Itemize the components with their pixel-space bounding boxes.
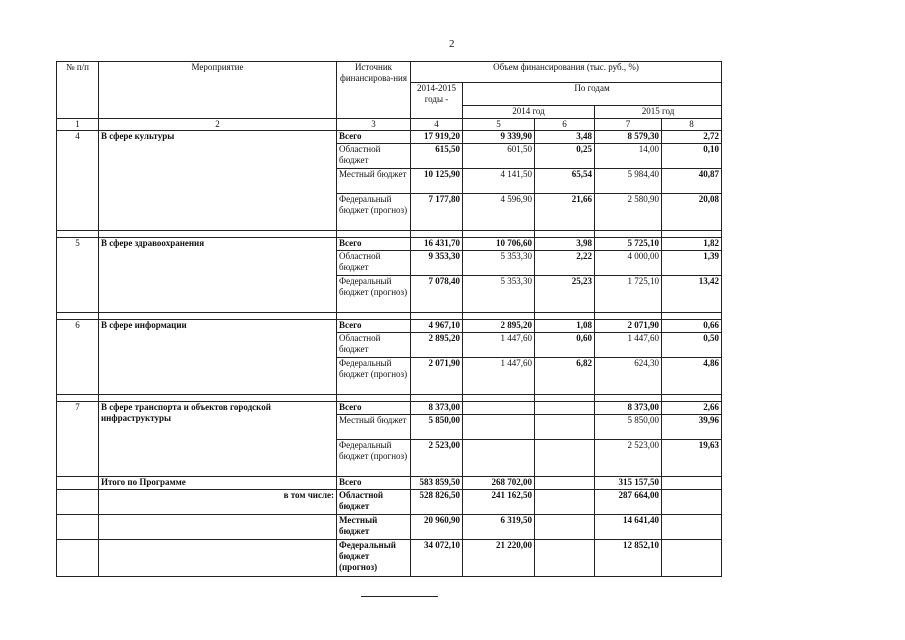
percent-2015-cell: [662, 540, 722, 577]
percent-2014-cell: 65,54: [535, 169, 595, 194]
financing-table: [56, 61, 722, 577]
totals-label-empty: [99, 515, 337, 540]
total-cell: 4 967,10: [411, 320, 463, 333]
total-cell: 583 859,50: [411, 477, 463, 490]
index-cell: 5: [463, 119, 535, 131]
percent-2015-cell: 0,66: [662, 320, 722, 333]
percent-2015-cell: 0,10: [662, 144, 722, 169]
table-row: [57, 131, 722, 144]
value-2014-cell: 601,50: [463, 144, 535, 169]
source-cell: Всего: [337, 477, 411, 490]
percent-2014-cell: [535, 477, 595, 490]
table-row: [57, 320, 722, 333]
percent-2015-cell: 2,66: [662, 402, 722, 415]
value-2014-cell: 268 702,00: [463, 477, 535, 490]
total-cell: 2 523,00: [411, 440, 463, 477]
percent-2015-cell: [662, 477, 722, 490]
value-2015-cell: 8 373,00: [595, 402, 662, 415]
header-row-1: [57, 62, 722, 83]
source-cell: Федеральный бюджет (прогноз): [337, 194, 411, 231]
index-cell: 2: [99, 119, 337, 131]
spacer-cell: [99, 395, 337, 402]
value-2014-cell: 6 319,50: [463, 515, 535, 540]
total-cell: 2 071,90: [411, 358, 463, 395]
source-cell: Всего: [337, 238, 411, 251]
percent-2015-cell: [662, 515, 722, 540]
value-2015-cell: 1 447,60: [595, 333, 662, 358]
source-cell: Местный бюджет: [337, 169, 411, 194]
row-event-title: В сфере транспорта и объектов городской инфраструктуры: [99, 402, 337, 477]
percent-2014-cell: [535, 515, 595, 540]
source-cell: Областной бюджет: [337, 490, 411, 515]
value-2015-cell: 4 000,00: [595, 251, 662, 276]
totals-row: [57, 515, 722, 540]
row-number: 6: [57, 320, 99, 395]
spacer-row: [57, 313, 722, 320]
percent-2014-cell: 3,48: [535, 131, 595, 144]
source-cell: Федеральный бюджет (прогноз): [337, 440, 411, 477]
source-cell: Всего: [337, 402, 411, 415]
percent-2014-cell: 2,22: [535, 251, 595, 276]
total-cell: 7 177,80: [411, 194, 463, 231]
spacer-cell: [411, 231, 463, 238]
value-2014-cell: [463, 440, 535, 477]
header-by-years: По годам: [463, 83, 722, 106]
value-2015-cell: 2 071,90: [595, 320, 662, 333]
index-row: [57, 119, 722, 131]
value-2014-cell: [463, 415, 535, 440]
spacer-cell: [411, 313, 463, 320]
spacer-cell: [337, 231, 411, 238]
percent-2014-cell: 6,82: [535, 358, 595, 395]
total-cell: 8 373,00: [411, 402, 463, 415]
spacer-cell: [57, 395, 99, 402]
header-year-2015: 2015 год: [595, 106, 722, 119]
header-volume: Объем финансирования (тыс. руб., %): [411, 62, 722, 83]
index-cell: 7: [595, 119, 662, 131]
percent-2015-cell: 40,87: [662, 169, 722, 194]
totals-number-cell: [57, 515, 99, 540]
total-cell: 528 826,50: [411, 490, 463, 515]
index-cell: 4: [411, 119, 463, 131]
totals-label: Итого по Программе: [99, 477, 337, 490]
header-number: № п/п: [57, 62, 99, 119]
spacer-cell: [662, 231, 722, 238]
spacer-cell: [463, 231, 535, 238]
value-2014-cell: 4 141,50: [463, 169, 535, 194]
value-2014-cell: 5 353,30: [463, 251, 535, 276]
source-cell: Федеральный бюджет (прогноз): [337, 276, 411, 313]
value-2014-cell: 5 353,30: [463, 276, 535, 313]
percent-2015-cell: 13,42: [662, 276, 722, 313]
value-2015-cell: 315 157,50: [595, 477, 662, 490]
value-2015-cell: 2 580,90: [595, 194, 662, 231]
row-event-title: В сфере информации: [99, 320, 337, 395]
spacer-cell: [463, 395, 535, 402]
total-cell: 9 353,30: [411, 251, 463, 276]
total-cell: 615,50: [411, 144, 463, 169]
spacer-cell: [662, 313, 722, 320]
percent-2014-cell: [535, 415, 595, 440]
value-2015-cell: 624,30: [595, 358, 662, 395]
percent-2015-cell: [662, 490, 722, 515]
percent-2014-cell: [535, 540, 595, 577]
row-number: 7: [57, 402, 99, 477]
spacer-cell: [535, 313, 595, 320]
spacer-cell: [337, 395, 411, 402]
index-cell: 1: [57, 119, 99, 131]
percent-2015-cell: 4,86: [662, 358, 722, 395]
value-2015-cell: 5 725,10: [595, 238, 662, 251]
header-source: Источник финансирова-ния: [337, 62, 411, 119]
totals-row: [57, 540, 722, 577]
table-body: [57, 62, 722, 577]
percent-2014-cell: 0,25: [535, 144, 595, 169]
index-cell: 8: [662, 119, 722, 131]
table-row: [57, 238, 722, 251]
value-2015-cell: 1 725,10: [595, 276, 662, 313]
total-cell: 34 072,10: [411, 540, 463, 577]
spacer-cell: [662, 395, 722, 402]
spacer-cell: [337, 313, 411, 320]
source-cell: Федеральный бюджет (прогноз): [337, 540, 411, 577]
value-2014-cell: 10 706,60: [463, 238, 535, 251]
header-total-years: 2014-2015 годы -: [411, 83, 463, 119]
percent-2014-cell: 25,23: [535, 276, 595, 313]
value-2014-cell: [463, 402, 535, 415]
totals-row: [57, 490, 722, 515]
percent-2014-cell: [535, 440, 595, 477]
source-cell: Местный бюджет: [337, 515, 411, 540]
spacer-cell: [595, 313, 662, 320]
end-line: [361, 596, 438, 597]
source-cell: Всего: [337, 131, 411, 144]
value-2014-cell: 4 596,90: [463, 194, 535, 231]
value-2014-cell: 9 339,90: [463, 131, 535, 144]
total-cell: 5 850,00: [411, 415, 463, 440]
spacer-row: [57, 231, 722, 238]
spacer-cell: [535, 395, 595, 402]
page-number: 2: [449, 38, 455, 50]
percent-2014-cell: [535, 402, 595, 415]
totals-number-cell: [57, 540, 99, 577]
value-2014-cell: 1 447,60: [463, 333, 535, 358]
index-cell: 3: [337, 119, 411, 131]
spacer-cell: [57, 231, 99, 238]
totals-row: [57, 477, 722, 490]
spacer-row: [57, 395, 722, 402]
spacer-cell: [535, 231, 595, 238]
header-event: Мероприятие: [99, 62, 337, 119]
value-2015-cell: 14 641,40: [595, 515, 662, 540]
source-cell: Областной бюджет: [337, 333, 411, 358]
source-cell: Всего: [337, 320, 411, 333]
totals-label-empty: [99, 540, 337, 577]
source-cell: Областной бюджет: [337, 144, 411, 169]
row-number: 4: [57, 131, 99, 231]
spacer-cell: [57, 313, 99, 320]
value-2015-cell: 5 850,00: [595, 415, 662, 440]
value-2015-cell: 12 852,10: [595, 540, 662, 577]
row-event-title: В сфере культуры: [99, 131, 337, 231]
totals-number-cell: [57, 490, 99, 515]
header-year-2014: 2014 год: [463, 106, 595, 119]
value-2014-cell: 1 447,60: [463, 358, 535, 395]
spacer-cell: [463, 313, 535, 320]
value-2014-cell: 21 220,00: [463, 540, 535, 577]
total-cell: 16 431,70: [411, 238, 463, 251]
total-cell: 7 078,40: [411, 276, 463, 313]
total-cell: 10 125,90: [411, 169, 463, 194]
value-2014-cell: 2 895,20: [463, 320, 535, 333]
spacer-cell: [99, 231, 337, 238]
percent-2014-cell: [535, 490, 595, 515]
value-2015-cell: 2 523,00: [595, 440, 662, 477]
source-cell: Областной бюджет: [337, 251, 411, 276]
total-cell: 2 895,20: [411, 333, 463, 358]
percent-2015-cell: 1,39: [662, 251, 722, 276]
totals-including-label: в том числе:: [99, 490, 337, 515]
percent-2014-cell: 21,66: [535, 194, 595, 231]
value-2015-cell: 5 984,40: [595, 169, 662, 194]
percent-2015-cell: 1,82: [662, 238, 722, 251]
source-cell: Федеральный бюджет (прогноз): [337, 358, 411, 395]
index-cell: 6: [535, 119, 595, 131]
value-2014-cell: 241 162,50: [463, 490, 535, 515]
value-2015-cell: 8 579,30: [595, 131, 662, 144]
percent-2015-cell: 39,96: [662, 415, 722, 440]
totals-number-cell: [57, 477, 99, 490]
spacer-cell: [99, 313, 337, 320]
percent-2015-cell: 20,08: [662, 194, 722, 231]
table-row: [57, 402, 722, 415]
value-2015-cell: 287 664,00: [595, 490, 662, 515]
total-cell: 17 919,20: [411, 131, 463, 144]
percent-2014-cell: 0,60: [535, 333, 595, 358]
row-event-title: В сфере здравоохранения: [99, 238, 337, 313]
source-cell: Местный бюджет: [337, 415, 411, 440]
percent-2015-cell: 2,72: [662, 131, 722, 144]
percent-2014-cell: 1,08: [535, 320, 595, 333]
spacer-cell: [595, 395, 662, 402]
spacer-cell: [595, 231, 662, 238]
percent-2015-cell: 0,50: [662, 333, 722, 358]
spacer-cell: [411, 395, 463, 402]
value-2015-cell: 14,00: [595, 144, 662, 169]
percent-2015-cell: 19,63: [662, 440, 722, 477]
percent-2014-cell: 3,98: [535, 238, 595, 251]
total-cell: 20 960,90: [411, 515, 463, 540]
row-number: 5: [57, 238, 99, 313]
